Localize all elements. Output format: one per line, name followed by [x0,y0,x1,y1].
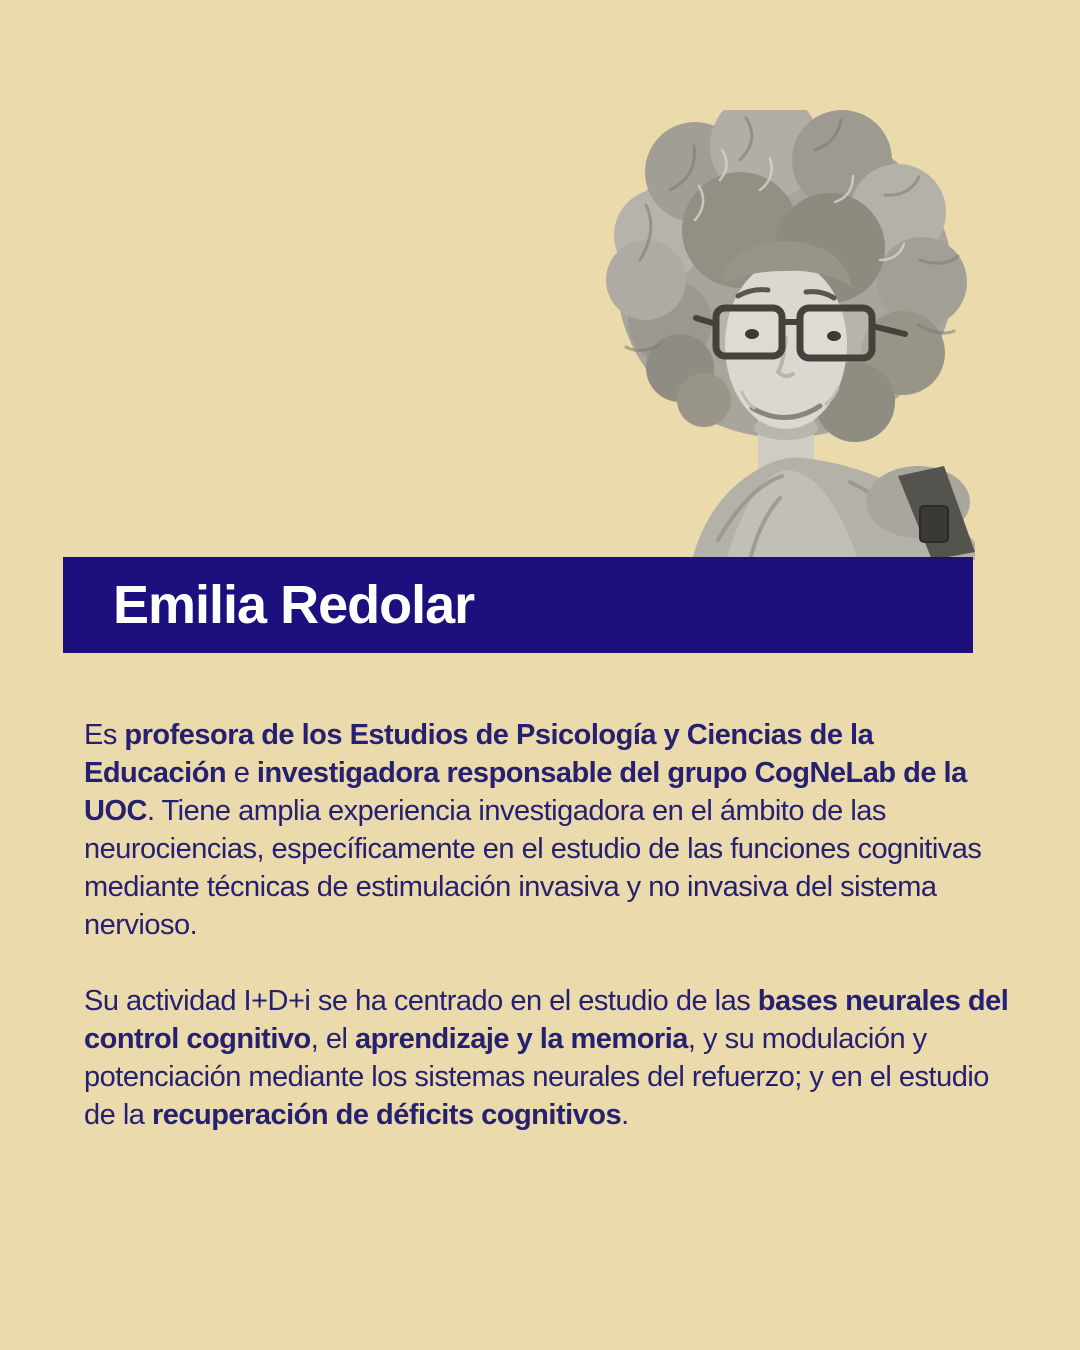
bio-regular-text: . [621,1099,629,1131]
bio-bold-text: bases neurales del control cognitivo [84,985,1009,1055]
portrait-photo [600,110,975,560]
bio-regular-text: , el [310,1023,355,1055]
bio-text-block [84,716,1019,1134]
glasses [696,308,905,358]
name-banner [63,557,973,653]
bio-bold-text: profesora de los Estudios de Psicología y Ciencias de la Educación [84,719,874,789]
eye-left [745,329,759,339]
page-title: Emilia Redolar [113,575,475,635]
eye-right [827,331,841,341]
bio-regular-text: Es [84,719,125,751]
bio-bold-text: recuperación de déficits cognitivos [151,1099,622,1131]
bio-paragraph-1 [84,716,1019,944]
strap-buckle [920,506,948,542]
bio-regular-text: . Tiene amplia experiencia investigadora en el ámbito de las neurociencias, específicamente en el estudio de las funciones cognitivas mediante técnicas de estimulación invasiva y no invasiva del sistema nervioso. [84,795,982,941]
bio-paragraph-2 [84,982,1019,1134]
hoodie [692,458,975,560]
bio-regular-text: , y su modulación y potenciación mediante los sistemas neurales del refuerzo; y en el estudio de la [84,1023,989,1131]
portrait-illustration [600,110,975,560]
bio-regular-text: e [226,757,257,789]
bio-bold-text: investigadora responsable del grupo CogNeLab de la UOC [84,757,967,827]
bio-regular-text: Su actividad I+D+i se ha centrado en el estudio de las [84,985,758,1017]
bio-bold-text: aprendizaje y la memoria [354,1023,688,1055]
